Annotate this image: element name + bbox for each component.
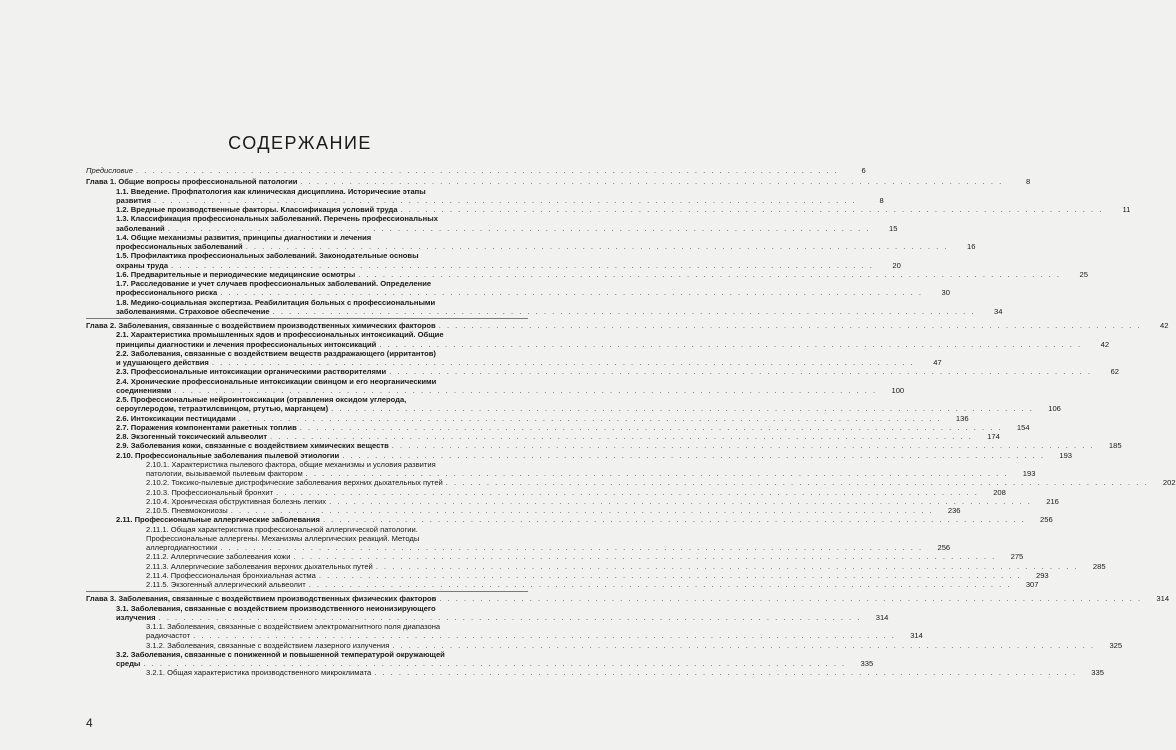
toc-chapter-entry[interactable]	[86, 321, 1169, 330]
toc-page-number: 100	[891, 385, 905, 395]
toc-entry[interactable]	[86, 487, 1006, 497]
toc-entry-title: 3.1. Заболевания, связанные с воздействием производственного неионизирующего	[116, 603, 436, 613]
dot-leader: . . . . . . . . . . . . . . . . . . . . . . . . . . . . . . . . . . . . . . . . . . . . . . . . . . . . . . . . . . . . . . . . . . . . . . . . . . . . . . . . . . . . . .	[374, 668, 1077, 678]
dot-leader: . . . . . . . . . . . . . . . . . . . . . . . . . . . . . . . . . . . . . . . . . . . . . . . . . . . . . . . . . . . . . . . . . . . . . . . . . . . . . . . . . . . . . .	[220, 288, 923, 298]
toc-entry-title: излучения	[116, 612, 156, 622]
dot-leader: . . . . . . . . . . . . . . . . . . . . . . . . . . . . . . . . . . . . . . . . . . . . . . . . . . . . . . . . . . . . . . . . . . . . . . . . . . . . . . . . . . . . . .	[358, 269, 1061, 279]
toc-page-number: 20	[892, 260, 901, 270]
toc-entry-title: 2.8. Экзогенный токсический альвеолит	[116, 432, 268, 441]
toc-entry[interactable]	[86, 459, 1036, 479]
toc-entry[interactable]	[86, 214, 898, 233]
toc-entry[interactable]	[86, 649, 874, 669]
toc-entry[interactable]	[86, 232, 976, 252]
toc-entry[interactable]	[86, 441, 1122, 451]
toc-entry-title: 1.6. Предварительные и периодические медицинские осмотры	[116, 269, 356, 279]
toc-entry-title: соединениями	[116, 385, 172, 395]
toc-page-number: 185	[1108, 441, 1122, 451]
toc-entry-title: 2.10.3. Профессиональный бронхит	[146, 487, 274, 497]
toc-entry-title: 1.5. Профилактика профессиональных заболеваний. Законодательные основы	[116, 251, 419, 261]
toc-chapter-entry[interactable]	[86, 177, 1031, 187]
dot-leader: . . . . . . . . . . . . . . . . . . . . . . . . . . . . . . . . . . . . . . . . . . . . . . . . . . . . . . . . . . . . . . . . . . . . . . . . . . . . . . . . . . . . . .	[329, 496, 1032, 506]
toc-page-number: 34	[993, 306, 1003, 316]
dot-leader: . . . . . . . . . . . . . . . . . . . . . . . . . . . . . . . . . . . . . . . . . . . . . . . . . . . . . . . . . . . . . . . . . . . . . . . . . . . . . . . . . . . . . .	[158, 612, 862, 622]
section-divider	[86, 318, 528, 319]
toc-page-number: 11	[1122, 205, 1131, 214]
toc-entry[interactable]	[86, 251, 901, 270]
toc-page-number: 314	[910, 631, 923, 641]
dot-leader: . . . . . . . . . . . . . . . . . . . . . . . . . . . . . . . . . . . . . . . . . . . . . . . . . . . . . . . . . . . . . . . . . . . . . . . . . . . . . . . . . . . . . .	[389, 367, 1093, 377]
toc-page-number: 285	[1092, 561, 1106, 571]
toc-page-number: 335	[1091, 668, 1104, 678]
toc-entry-title: 1.7. Расследование и учет случаев профессиональных заболеваний. Определение	[116, 279, 432, 288]
toc-page-number: 6	[861, 166, 866, 175]
toc-entry-title: 2.10. Профессиональные заболевания пылевой этиологии	[116, 450, 340, 460]
toc-entry-title: 2.10.1. Характеристика пылевого фактора, общие механизмы и условия развития	[146, 459, 436, 469]
dot-leader: . . . . . . . . . . . . . . . . . . . . . . . . . . . . . . . . . . . . . . . . . . . . . . . . . . . . . . . . . . . . . . . . . . . . . . . . . . . . . . . . . . . . . .	[342, 450, 1046, 460]
toc-entry-title: 3.1.1. Заболевания, связанные с воздействием электромагнитного поля диапазона	[146, 622, 441, 631]
dot-leader: . . . . . . . . . . . . . . . . . . . . . . . . . . . . . . . . . . . . . . . . . . . . . . . . . . . . . . . . . . . . . . . . . . . . . . . . . . . . . . . . . . . . . .	[136, 166, 839, 175]
toc-entry[interactable]	[86, 640, 1123, 650]
dot-leader: . . . . . . . . . . . . . . . . . . . . . . . . . . . . . . . . . . . . . . . . . . . . . . . . . . . . . . . . . . . . . . . . . . . . . . . . . . . . . . . . . . . . . .	[331, 404, 1034, 414]
toc-entry-title: 3.2.1. Общая характеристика производственного микроклимата	[146, 668, 372, 678]
toc-entry[interactable]	[86, 570, 1049, 580]
toc-page-number: 216	[1046, 496, 1059, 506]
dot-leader: . . . . . . . . . . . . . . . . . . . . . . . . . . . . . . . . . . . . . . . . . . . . . . . . . . . . . . . . . . . . . . . . . . . . . . . . . . . . . . . . . . . . . .	[230, 506, 934, 515]
dot-leader: . . . . . . . . . . . . . . . . . . . . . . . . . . . . . . . . . . . . . . . . . . . . . . . . . . . . . . . . . . . . . . . . . . . . . . . . . . . . . . . . . . . . . .	[438, 321, 1142, 330]
table-of-contents	[86, 166, 1176, 678]
toc-page-number: 193	[1059, 450, 1073, 460]
dot-leader: . . . . . . . . . . . . . . . . . . . . . . . . . . . . . . . . . . . . . . . . . . . . . . . . . . . . . . . . . . . . . . . . . . . . . . . . . . . . . . . . . . . . . .	[379, 339, 1083, 349]
dot-leader: . . . . . . . . . . . . . . . . . . . . . . . . . . . . . . . . . . . . . . . . . . . . . . . . . . . . . . . . . . . . . . . . . . . . . . . . . . . . . . . . . . . . . .	[143, 659, 847, 668]
dot-leader: . . . . . . . . . . . . . . . . . . . . . . . . . . . . . . . . . . . . . . . . . . . . . . . . . . . . . . . . . . . . . . . . . . . . . . . . . . . . . . . . . . . . . .	[238, 413, 942, 423]
dot-leader: . . . . . . . . . . . . . . . . . . . . . . . . . . . . . . . . . . . . . . . . . . . . . . . . . . . . . . . . . . . . . . . . . . . . . . . . . . . . . . . . . . . . . .	[293, 552, 997, 562]
toc-entry-title: и удушающего действия	[116, 358, 209, 367]
toc-entry[interactable]	[86, 330, 1110, 349]
toc-entry-title: профессионального риска	[116, 288, 218, 298]
toc-entry-title: сероуглеродом, тетраэтилсвинцом, ртутью, марганцем)	[116, 404, 329, 414]
toc-entry-title: радиочастот	[146, 631, 191, 641]
toc-entry-title: 1.3. Классификация профессиональных заболеваний. Перечень профессиональных	[116, 214, 438, 224]
dot-leader: . . . . . . . . . . . . . . . . . . . . . . . . . . . . . . . . . . . . . . . . . . . . . . . . . . . . . . . . . . . . . . . . . . . . . . . . . . . . . . . . . . . . . .	[171, 260, 874, 270]
dot-leader: . . . . . . . . . . . . . . . . . . . . . . . . . . . . . . . . . . . . . . . . . . . . . . . . . . . . . . . . . . . . . . . . . . . . . . . . . . . . . . . . . . . . . .	[322, 515, 1026, 525]
toc-page-number: 275	[1010, 552, 1024, 562]
toc-entry[interactable]	[86, 166, 866, 175]
toc-entry-title: 2.11. Профессиональные аллергические заболевания	[116, 515, 320, 525]
toc-page-number: 293	[1035, 570, 1049, 580]
toc-entry[interactable]	[86, 506, 961, 515]
toc-entry[interactable]	[86, 279, 950, 298]
dot-leader: . . . . . . . . . . . . . . . . . . . . . . . . . . . . . . . . . . . . . . . . . . . . . . . . . . . . . . . . . . . . . . . . . . . . . . . . . . . . . . . . . . . . . .	[400, 205, 1104, 214]
toc-entry-title: 2.6. Интоксикации пестицидами	[116, 413, 236, 423]
toc-entry-title: 2.4. Хронические профессиональные интоксикации свинцом и его неорганическими	[116, 376, 437, 386]
dot-leader: . . . . . . . . . . . . . . . . . . . . . . . . . . . . . . . . . . . . . . . . . . . . . . . . . . . . . . . . . . . . . . . . . . . . . . . . . . . . . . . . . . . . . .	[220, 543, 924, 552]
toc-page-number: 42	[1160, 321, 1169, 330]
toc-page-number: 174	[987, 432, 1000, 441]
dot-leader: . . . . . . . . . . . . . . . . . . . . . . . . . . . . . . . . . . . . . . . . . . . . . . . . . . . . . . . . . . . . . . . . . . . . . . . . . . . . . . . . . . . . . .	[392, 640, 1096, 650]
toc-page-number: 256	[937, 543, 951, 552]
toc-entry-title: принципы диагностики и лечения профессиональных интоксикаций	[116, 339, 377, 349]
toc-page-number: 236	[947, 506, 961, 515]
toc-entry[interactable]	[86, 496, 1059, 506]
toc-entry-title: профессиональных заболеваний	[116, 242, 243, 251]
toc-entry[interactable]	[86, 450, 1073, 460]
toc-page-number: 25	[1079, 269, 1088, 279]
dot-leader: . . . . . . . . . . . . . . . . . . . . . . . . . . . . . . . . . . . . . . . . . . . . . . . . . . . . . . . . . . . . . . . . . . . . . . . . . . . . . . . . . . . . . .	[305, 469, 1009, 478]
toc-entry-title: аллергодиагностики	[146, 543, 218, 552]
toc-entry[interactable]	[86, 367, 1120, 377]
toc-page-number: 335	[860, 659, 874, 668]
toc-page-number: 202	[1162, 478, 1176, 488]
toc-heading: СОДЕРЖАНИЕ	[228, 133, 372, 153]
toc-entry-title: 2.11.5. Экзогенный аллергический альвеолит	[146, 580, 306, 589]
toc-entry[interactable]	[86, 297, 1003, 317]
toc-entry-title: 2.1. Характеристика промышленных ядов и профессиональных интоксикаций. Общие	[116, 330, 444, 340]
toc-page-number: 314	[1156, 594, 1170, 604]
toc-entry-title: 2.7. Поражения компонентами ракетных топлив	[116, 422, 297, 432]
toc-entry[interactable]	[86, 524, 951, 553]
toc-entry-title: 2.3. Профессиональные интоксикации органическими растворителями	[116, 367, 387, 377]
toc-page-number: 8	[1026, 177, 1031, 187]
toc-page-number: 30	[941, 288, 950, 298]
toc-page-number: 154	[1016, 422, 1030, 432]
toc-entry-title: заболеваниями. Страховое обеспечение	[116, 306, 270, 316]
toc-page-number: 307	[1025, 580, 1039, 589]
toc-entry-title: 1.2. Вредные производственные факторы. Классификация условий труда	[116, 205, 398, 214]
toc-entry-title: Глава 1. Общие вопросы профессиональной патологии	[86, 177, 298, 187]
dot-leader: . . . . . . . . . . . . . . . . . . . . . . . . . . . . . . . . . . . . . . . . . . . . . . . . . . . . . . . . . . . . . . . . . . . . . . . . . . . . . . . . . . . . . .	[211, 358, 915, 367]
toc-entry-title: заболеваний	[116, 223, 165, 233]
toc-page-number: 62	[1110, 367, 1120, 377]
toc-page-number: 8	[879, 195, 884, 205]
dot-leader: . . . . . . . . . . . . . . . . . . . . . . . . . . . . . . . . . . . . . . . . . . . . . . . . . . . . . . . . . . . . . . . . . . . . . . . . . . . . . . . . . . . . . .	[276, 487, 979, 497]
dot-leader: . . . . . . . . . . . . . . . . . . . . . . . . . . . . . . . . . . . . . . . . . . . . . . . . . . . . . . . . . . . . . . . . . . . . . . . . . . . . . . . . . . . . . .	[318, 570, 1022, 580]
toc-page-number: 325	[1109, 640, 1123, 650]
toc-entry-title: 2.10.5. Пневмокониозы	[146, 506, 228, 515]
toc-entry-title: Глава 3. Заболевания, связанные с воздействием производственных физических факторов	[86, 594, 437, 604]
toc-page-number: 42	[1100, 339, 1110, 349]
toc-entry-title: 2.10.4. Хроническая обструктивная болезнь легких	[146, 496, 327, 506]
toc-page-number: 314	[875, 612, 889, 622]
dot-leader: . . . . . . . . . . . . . . . . . . . . . . . . . . . . . . . . . . . . . . . . . . . . . . . . . . . . . . . . . . . . . . . . . . . . . . . . . . . . . . . . . . . . . .	[272, 306, 976, 316]
toc-entry-title: 1.8. Медико-социальная экспертиза. Реабилитация больных с профессиональными	[116, 297, 436, 307]
toc-entry-title: 3.2. Заболевания, связанные с пониженной и повышенной температурой окружающей	[116, 649, 445, 659]
toc-entry-title: 2.9. Заболевания кожи, связанные с воздействием химических веществ	[116, 441, 389, 451]
toc-page-number: 136	[955, 413, 969, 423]
toc-entry-title: 2.11.3. Аллергические заболевания верхних дыхательных путей	[146, 561, 373, 571]
toc-entry-title: 2.11.4. Профессиональная бронхиальная астма	[146, 570, 316, 580]
toc-entry[interactable]	[86, 668, 1104, 678]
dot-leader: . . . . . . . . . . . . . . . . . . . . . . . . . . . . . . . . . . . . . . . . . . . . . . . . . . . . . . . . . . . . . . . . . . . . . . . . . . . . . . . . . . . . . .	[391, 441, 1095, 451]
toc-entry[interactable]	[86, 432, 1000, 441]
toc-page-number: 208	[993, 487, 1006, 497]
dot-leader: . . . . . . . . . . . . . . . . . . . . . . . . . . . . . . . . . . . . . . . . . . . . . . . . . . . . . . . . . . . . . . . . . . . . . . . . . . . . . . . . . . . . . .	[445, 478, 1149, 488]
toc-page-number: 106	[1048, 404, 1061, 414]
toc-entry[interactable]	[86, 515, 1053, 525]
toc-entry-title: 2.11.1. Общая характеристика профессиональной аллергической патологии.	[146, 524, 418, 534]
toc-page-number: 15	[889, 223, 898, 233]
toc-page-number: 47	[933, 358, 942, 367]
toc-entry[interactable]	[86, 186, 884, 206]
dot-leader: . . . . . . . . . . . . . . . . . . . . . . . . . . . . . . . . . . . . . . . . . . . . . . . . . . . . . . . . . . . . . . . . . . . . . . . . . . . . . . . . . . . . . .	[167, 223, 871, 233]
toc-entry-title: охраны труда	[116, 260, 169, 270]
toc-entry-title: 2.5. Профессиональные нейроинтоксикации (отравления оксидом углерода,	[116, 395, 407, 404]
toc-entry-title: 3.1.2. Заболевания, связанные с воздействием лазерного излучения	[146, 640, 390, 650]
dot-leader: . . . . . . . . . . . . . . . . . . . . . . . . . . . . . . . . . . . . . . . . . . . . . . . . . . . . . . . . . . . . . . . . . . . . . . . . . . . . . . . . . . . . . .	[193, 631, 896, 641]
toc-entry[interactable]	[86, 376, 905, 396]
toc-entry-title: среды	[116, 659, 141, 668]
toc-entry-title: патологии, вызываемой пылевым фактором	[146, 469, 303, 478]
section-divider	[86, 591, 528, 592]
dot-leader: . . . . . . . . . . . . . . . . . . . . . . . . . . . . . . . . . . . . . . . . . . . . . . . . . . . . . . . . . . . . . . . . . . . . . . . . . . . . . . . . . . . . . .	[375, 561, 1079, 571]
toc-entry[interactable]	[86, 395, 1061, 414]
dot-leader: . . . . . . . . . . . . . . . . . . . . . . . . . . . . . . . . . . . . . . . . . . . . . . . . . . . . . . . . . . . . . . . . . . . . . . . . . . . . . . . . . . . . . .	[270, 432, 973, 441]
toc-entry-title: 2.10.2. Токсико-пылевые дистрофические заболевания верхних дыхательных путей	[146, 478, 443, 488]
toc-entry-title: развития	[116, 195, 151, 205]
dot-leader: . . . . . . . . . . . . . . . . . . . . . . . . . . . . . . . . . . . . . . . . . . . . . . . . . . . . . . . . . . . . . . . . . . . . . . . . . . . . . . . . . . . . . .	[299, 422, 1003, 432]
dot-leader: . . . . . . . . . . . . . . . . . . . . . . . . . . . . . . . . . . . . . . . . . . . . . . . . . . . . . . . . . . . . . . . . . . . . . . . . . . . . . . . . . . . . . .	[300, 177, 1004, 187]
toc-entry[interactable]	[86, 269, 1088, 279]
toc-entry[interactable]	[86, 561, 1106, 571]
toc-entry[interactable]	[86, 205, 1131, 214]
toc-page-number: 16	[967, 242, 976, 251]
toc-entry[interactable]	[86, 580, 1039, 589]
page-number: 4	[86, 716, 93, 730]
toc-entry[interactable]	[86, 552, 1024, 562]
toc-entry-title: 1.1. Введение. Профпатология как клиническая дисциплина. Исторические этапы	[116, 186, 426, 196]
toc-entry[interactable]	[86, 603, 889, 623]
dot-leader: . . . . . . . . . . . . . . . . . . . . . . . . . . . . . . . . . . . . . . . . . . . . . . . . . . . . . . . . . . . . . . . . . . . . . . . . . . . . . . . . . . . . . .	[153, 195, 857, 205]
toc-entry-title: Предисловие	[86, 166, 133, 175]
dot-leader: . . . . . . . . . . . . . . . . . . . . . . . . . . . . . . . . . . . . . . . . . . . . . . . . . . . . . . . . . . . . . . . . . . . . . . . . . . . . . . . . . . . . . .	[308, 580, 1012, 589]
toc-page-number: 193	[1022, 469, 1036, 478]
toc-entry-title: 2.2. Заболевания, связанные с воздействием веществ раздражающего (ирритантов)	[116, 348, 436, 358]
toc-entry[interactable]	[86, 348, 942, 368]
toc-entry-title: Глава 2. Заболевания, связанные с воздействием производственных химических факторов	[86, 321, 436, 330]
toc-chapter-entry[interactable]	[86, 594, 1170, 604]
toc-page-number: 256	[1040, 515, 1053, 525]
toc-entry[interactable]	[86, 413, 969, 423]
toc-entry-title: Профессиональные аллергены. Механизмы аллергических реакций. Методы	[146, 533, 420, 543]
toc-entry[interactable]	[86, 478, 1176, 488]
dot-leader: . . . . . . . . . . . . . . . . . . . . . . . . . . . . . . . . . . . . . . . . . . . . . . . . . . . . . . . . . . . . . . . . . . . . . . . . . . . . . . . . . . . . . .	[439, 594, 1143, 604]
toc-entry-title: 1.4. Общие механизмы развития, принципы диагностики и лечения	[116, 232, 372, 242]
toc-entry-title: 2.11.2. Аллергические заболевания кожи	[146, 552, 291, 562]
dot-leader: . . . . . . . . . . . . . . . . . . . . . . . . . . . . . . . . . . . . . . . . . . . . . . . . . . . . . . . . . . . . . . . . . . . . . . . . . . . . . . . . . . . . . .	[245, 242, 949, 251]
dot-leader: . . . . . . . . . . . . . . . . . . . . . . . . . . . . . . . . . . . . . . . . . . . . . . . . . . . . . . . . . . . . . . . . . . . . . . . . . . . . . . . . . . . . . .	[174, 385, 878, 395]
toc-entry[interactable]	[86, 622, 923, 641]
toc-entry[interactable]	[86, 422, 1030, 432]
